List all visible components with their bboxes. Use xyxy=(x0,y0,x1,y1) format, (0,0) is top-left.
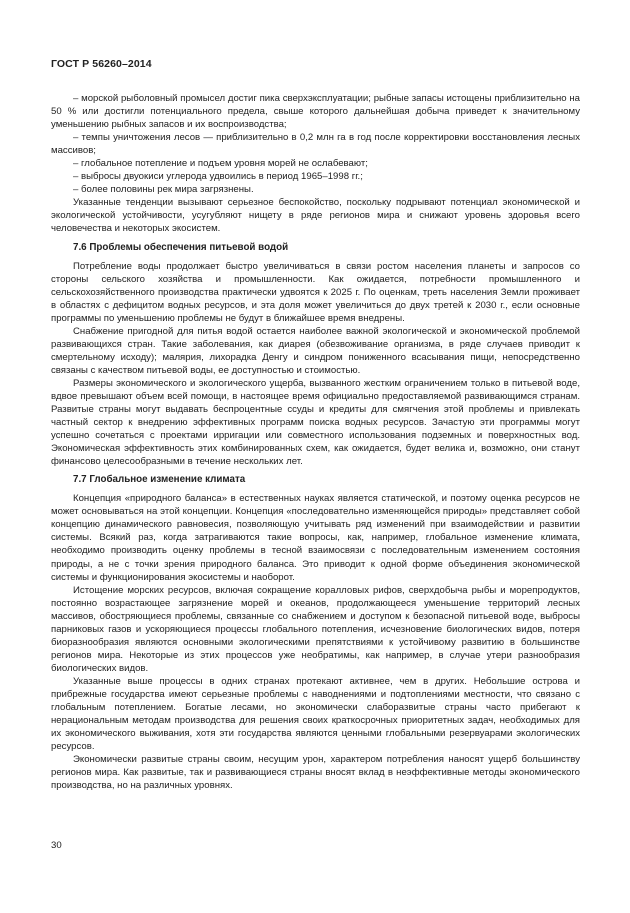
paragraph: Снабжение пригодной для питья водой остается наиболее важной экологической и экономической проблемой развивающихся стран. Такие заболевания, как диарея (обезвоживание организма, в ряде случаев приводит к смертельному исходу); малярия, лихорадка Денгу и синдром пониженного всасывания пищи, непосредственно связаны с качеством питьевой воды, ее доступностью и стоимостью. xyxy=(51,325,580,376)
paragraph: Концепция «природного баланса» в естественных науках является статической, и поэтому оценка ресурсов не может основываться на этой концепции. Концепция «последовательно изменяющейся природы» представляет собой концепцию динамического равновесия, позволяющую учитывать ряд изменений при взаимодействии и развитии системы. Всякий раз, когда затрагиваются такие вопросы, как, например, глобальное изменение климата, необходимо производить оценку проблемы в тесной взаимосвязи с последовательным изменением состояния природы, а не с точки зрения природного баланса. Это приводит к одной форме объединения экономической системы и функционирования экосистемы и наоборот. xyxy=(51,493,580,583)
paragraph: Экономически развитые страны своим, несущим урон, характером потребления наносят ущерб большинству регионов мира. Как развитые, так и развивающиеся страны вносят вклад в неэффективные методы экономического производства, но на различных уровнях. xyxy=(51,754,580,792)
paragraph: Истощение морских ресурсов, включая сокращение коралловых рифов, сверхдобыча рыбы и морепродуктов, постоянно возрастающее загрязнение морей и океанов, продолжающееся уменьшение территорий лесных массивов, обостряющиеся проблемы, связанные со снабжением и доступом к безопасной питьевой воде, выбросы парниковых газов и ускоряющиеся процессы глобального потепления, исчезновение биологических видов, потеря биоразнообразия являются основными экологическими препятствиями к устойчивому развитию в большинстве регионов мира. Некоторые из этих процессов уже необратимы, как например, в случае утери разнообразия биологических видов. xyxy=(51,584,580,674)
page-number: 30 xyxy=(51,840,62,851)
list-item: – более половины рек мира загрязнены. xyxy=(73,184,254,196)
paragraph: Указанные тенденции вызывают серьезное беспокойство, поскольку подрывают потенциал экономической и экологической устойчивости, усугубляют нищету в ряде регионов мира и снижают уровень здоровья всего человечества и некоторых экосистем. xyxy=(51,197,580,235)
paragraph: Указанные выше процессы в одних странах протекают активнее, чем в других. Небольшие острова и прибрежные государства имеют серьезные проблемы с наводнениями и подтоплениями местности, что связано с глобальным потеплением. Богатые лесами, но экономически слаборазвитые страны часто прибегают к нерациональным методам производства для решения своих краткосрочных приоритетных задач, необходимых для их экономического выживания, хотя эти государства являются ценными глобальными резервуарами экологических ресурсов. xyxy=(51,675,580,753)
list-item: – глобальное потепление и подъем уровня морей не ослабевают; xyxy=(73,158,368,170)
document-body xyxy=(51,92,580,792)
list-item: – выбросы двуокиси углерода удвоились в период 1965–1998 гг.; xyxy=(73,171,363,183)
list-item: – морской рыболовный промысел достиг пика сверхэксплуатации; рыбные запасы истощены приблизительно на 50 % или достигли потенциального предела, свыше которого дальнейшая добыча приведет к значительному уменьшению рыбных запасов и их воспроизводства; xyxy=(51,93,580,131)
paragraph: Потребление воды продолжает быстро увеличиваться в связи ростом населения планеты и запросов со стороны сельского хозяйства и промышленности. Как ожидается, потребности промышленного и сельскохозяйственного производства практически удвоятся к 2025 г. По оценкам, треть населения Земли проживает в областях с дефицитом водных ресурсов, и эта доля может увеличиться до двух третей к 2030 г., если основные программы по уменьшению проблемы не будут в ближайшее время внедрены. xyxy=(51,260,580,324)
standard-header: ГОСТ Р 56260–2014 xyxy=(51,58,152,70)
paragraph: Размеры экономического и экологического ущерба, вызванного жестким ограничением только в питьевой воде, вдвое превышают объем всей помощи, в настоящее время официально предоставляемой развивающимся странам. Развитые страны могут выдавать беспроцентные ссуды и кредиты для смягчения этой проблемы и привлекать частный сектор к внедрению эффективных программ поиска водных ресурсов. Зачастую эти программы могут успешно сочетаться с проектами ирригации или совместного использования подземных и поверхностных вод. Экономическая эффективность этих комбинированных схем, как ожидается, будет велика и, возможно, они станут финансово целесообразными в течение нескольких лет. xyxy=(51,377,580,468)
section-heading-7-6: 7.6 Проблемы обеспечения питьевой водой xyxy=(73,241,289,253)
list-item: – темпы уничтожения лесов — приблизительно в 0,2 млн га в год после корректировки восстановления лесных массивов; xyxy=(51,132,580,157)
section-heading-7-7: 7.7 Глобальное изменение климата xyxy=(73,474,246,486)
